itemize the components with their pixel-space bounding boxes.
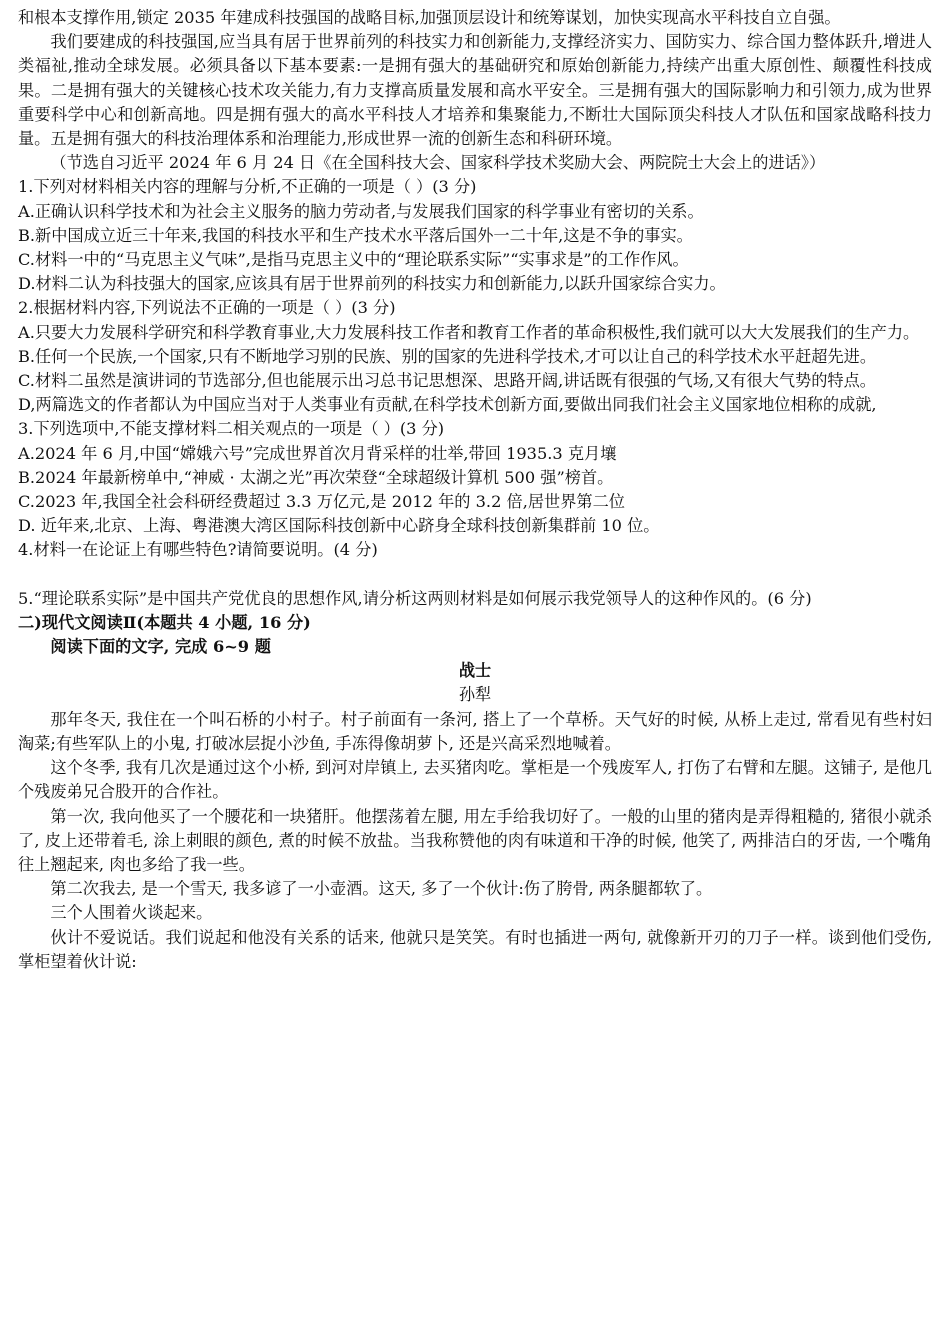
section-heading: 二)现代文阅读Ⅱ(本题共 4 小题, 16 分) [18,612,311,632]
question-1-option-a: A.正确认识科学技术和为社会主义服务的脑力劳动者,与发展我们国家的科学事业有密切的关系。 [18,201,704,221]
article-paragraph-3: 第一次, 我向他买了一个腰花和一块猪肝。他摆荡着左腿, 用左手给我切好了。一般的山里的猪肉是弄得粗糙的, 猪很小就杀了, 皮上还带着毛, 涂上刺眼的颜色, 煮的时候不放盐。当我称赞他的肉有味道和干净的时候, 他笑了, 两排洁白的牙齿, 一个嘴角往上翘起来, 肉也多给了我一些。 [18,806,932,874]
article-paragraph-2: 这个冬季, 我有几次是通过这个小桥, 到河对岸镇上, 去买猪肉吃。掌柜是一个残废军人, 打伤了右臂和左腿。这铺子, 是他几个残废弟兄合股开的合作社。 [18,758,932,802]
article-paragraph-5: 三个人围着火谈起来。 [50,903,213,923]
question-3-option-a: A.2024 年 6 月,中国“嫦娥六号”完成世界首次月背采样的壮举,带回 1935.3 克月壤 [18,443,617,463]
question-3-option-c: C.2023 年,我国全社会科研经费超过 3.3 万亿元,是 2012 年的 3.2 倍,居世界第二位 [18,492,625,512]
question-2-option-d: D,两篇选文的作者都认为中国应当对于人类事业有贡献,在科学技术创新方面,要做出同我们社会主义国家地位相称的成就, [18,395,877,415]
paragraph-2: 我们要建成的科技强国,应当具有居于世界前列的科技实力和创新能力,支撑经济实力、国防实力、综合国力整体跃升,增进人类福祉,推动全球发展。必须具备以下基本要素:一是拥有强大的基础研究和原始创新能力,持续产出重大原创性、颠覆性科技成果。二是拥有强大的关键核心技术攻关能力,有力支撑高质量发展和高水平安全。三是拥有强大的国际影响力和引领力,成为世界重要科学中心和创新高地。四是拥有强大的高水平科技人才培养和集聚能力,不断壮大国际顶尖科技人才队伍和国家战略科技力量。五是拥有强大的科技治理体系和治理能力,形成世界一流的创新生态和科研环境。 [18,32,932,149]
article-paragraph-4: 第二次我去, 是一个雪天, 我多谚了一小壶酒。这天, 多了一个伙计:伤了胯骨, 两条腿都软了。 [50,879,713,899]
question-1-option-c: C.材料一中的“马克思主义气味”,是指马克思主义中的“理论联系实际”“实事求是”的工作作风。 [18,250,689,270]
source-note: （节选自习近平 2024 年 6 月 24 日《在全国科技大会、国家科学技术奖励大会、两院院士大会上的进话》） [50,153,826,173]
question-1-option-b: B.新中国成立近三十年来,我国的科技水平和生产技术水平落后国外一二十年,这是不争的事实。 [18,225,693,245]
article-title: 战士 [458,661,492,681]
question-4-stem: 4.材料一在论证上有哪些特色?请简要说明。(4 分) [18,540,378,560]
document-page [18,6,932,974]
article-paragraph-6: 伙计不爱说话。我们说起和他没有关系的话来, 他就只是笑笑。有时也插进一两句, 就像新开刃的刀子一样。谈到他们受伤, 掌柜望着伙计说: [18,927,932,971]
answer-space [18,563,932,587]
article-author: 孙犁 [458,685,492,705]
question-3-option-d: D. 近年来,北京、上海、粤港澳大湾区国际科技创新中心跻身全球科技创新集群前 10 位。 [18,516,660,536]
section-instruction: 阅读下面的文字, 完成 6~9 题 [50,637,271,657]
question-3-option-b: B.2024 年最新榜单中,“神威 · 太湖之光”再次荣登“全球超级计算机 500 强”榜首。 [18,467,614,487]
question-1-option-d: D.材料二认为科技强大的国家,应该具有居于世界前列的科技实力和创新能力,以跃升国家综合实力。 [18,274,726,294]
question-1-stem: 1.下列对材料相关内容的理解与分析,不正确的一项是（ ）(3 分) [18,177,477,197]
question-2-option-a: A.只要大力发展科学研究和科学教育事业,大力发展科技工作者和教育工作者的革命积极性,我们就可以大大发展我们的生产力。 [18,322,920,342]
question-2-option-c: C.材料二虽然是演讲词的节选部分,但也能展示出习总书记思想深、思路开阔,讲话既有很强的气场,又有很大气势的特点。 [18,371,876,391]
question-2-option-b: B.任何一个民族,一个国家,只有不断地学习别的民族、别的国家的先进科学技术,才可以让自己的科学技术水平赶超先进。 [18,346,877,366]
question-3-stem: 3.下列选项中,不能支撑材料二相关观点的一项是（ ）(3 分) [18,419,445,439]
article-paragraph-1: 那年冬天, 我住在一个叫石桥的小村子。村子前面有一条河, 搭上了一个草桥。天气好的时候, 从桥上走过, 常看见有些村妇淘菜;有些军队上的小鬼, 打破冰层捉小沙鱼, 手冻得像胡萝卜, 还是兴高采烈地喊着。 [18,709,932,753]
question-2-stem: 2.根据材料内容,下列说法不正确的一项是（ ）(3 分) [18,298,396,318]
question-5-stem: 5.“理论联系实际”是中国共产党优良的思想作风,请分析这两则材料是如何展示我党领导人的这种作风的。(6 分) [18,588,812,608]
paragraph-1: 和根本支撑作用,锁定 2035 年建成科技强国的战略目标,加强顶层设计和统筹谋划，加快实现高水平科技自立自强。 [18,8,841,27]
